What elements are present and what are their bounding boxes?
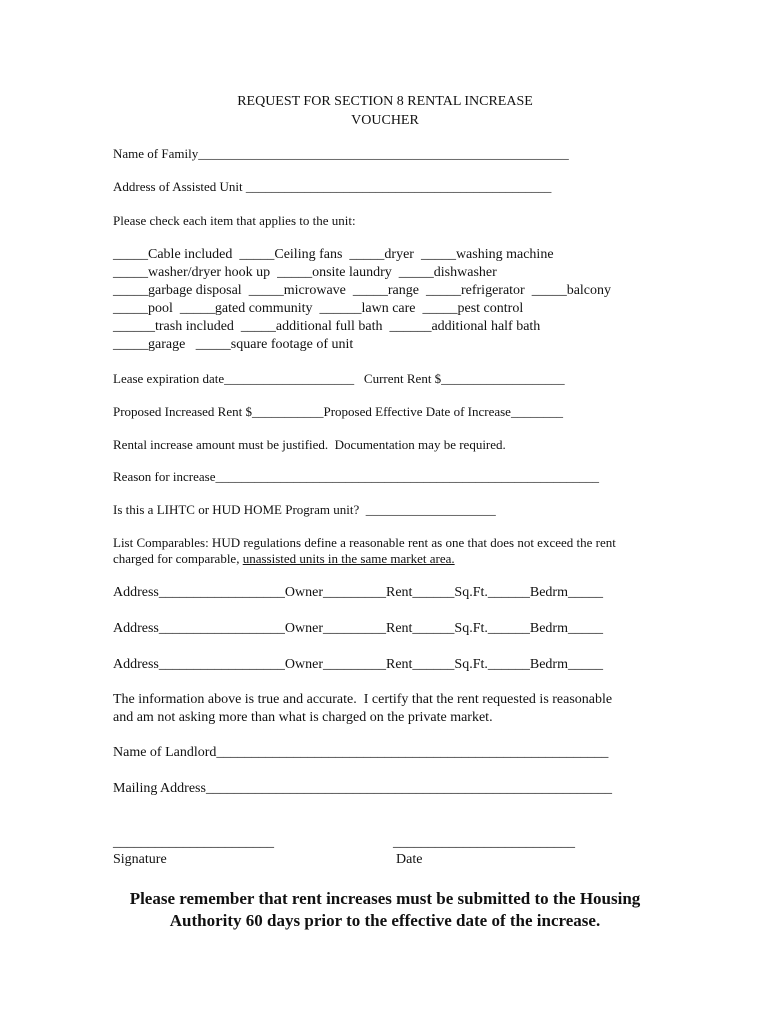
amenity-row[interactable]: _____Cable included _____Ceiling fans _____dryer _____washing machine bbox=[113, 247, 554, 262]
check-items-prompt: Please check each item that applies to the unit: bbox=[113, 213, 356, 228]
submission-notice-line-2: Authority 60 days prior to the effective date of the increase. bbox=[169, 911, 601, 930]
comparable-row[interactable]: Address__________________Owner_________Rent______Sq.Ft.______Bedrm_____ bbox=[113, 621, 603, 636]
amenity-row[interactable]: ______trash included _____additional full bath ______additional half bath bbox=[113, 319, 541, 334]
certification-line-1: The information above is true and accurate. I certify that the rent requested is reasonable bbox=[113, 692, 613, 707]
form-title-line-1: REQUEST FOR SECTION 8 RENTAL INCREASE bbox=[237, 94, 533, 109]
date-line[interactable]: __________________________ bbox=[393, 835, 575, 850]
amenity-row[interactable]: _____garage _____square footage of unit bbox=[113, 337, 354, 352]
comparables-intro-2 bbox=[113, 552, 455, 567]
form-title-line-2: VOUCHER bbox=[351, 113, 419, 128]
date-label: Date bbox=[396, 852, 423, 867]
assisted-unit-address-field[interactable]: Address of Assisted Unit _______________________________________________ bbox=[113, 179, 552, 194]
family-name-field[interactable]: Name of Family_________________________________________________________ bbox=[113, 146, 569, 161]
submission-notice-line-1: Please remember that rent increases must be submitted to the Housing bbox=[129, 889, 641, 908]
proposed-rent-field[interactable]: Proposed Increased Rent $___________Proposed Effective Date of Increase________ bbox=[113, 404, 563, 419]
lihtc-question-field[interactable]: Is this a LIHTC or HUD HOME Program unit? ____________________ bbox=[113, 502, 496, 517]
comparable-row[interactable]: Address__________________Owner_________Rent______Sq.Ft.______Bedrm_____ bbox=[113, 585, 603, 600]
lease-expiration-current-rent-field[interactable]: Lease expiration date____________________ Current Rent $___________________ bbox=[113, 371, 565, 386]
comparable-row[interactable]: Address__________________Owner_________Rent______Sq.Ft.______Bedrm_____ bbox=[113, 657, 603, 672]
certification-line-2: and am not asking more than what is charged on the private market. bbox=[113, 710, 493, 725]
signature-label: Signature bbox=[113, 852, 167, 867]
comparables-emphasis: unassisted units in the same market area. bbox=[242, 551, 455, 566]
comparables-intro: List Comparables: HUD regulations define a reasonable rent as one that does not exceed the rent bbox=[113, 535, 616, 550]
justification-note: Rental increase amount must be justified. Documentation may be required. bbox=[113, 437, 506, 452]
mailing-address-field[interactable]: Mailing Address__________________________________________________________ bbox=[113, 781, 612, 796]
amenity-row[interactable]: _____washer/dryer hook up _____onsite laundry _____dishwasher bbox=[113, 265, 497, 280]
amenity-row[interactable]: _____garbage disposal _____microwave _____range _____refrigerator _____balcony bbox=[113, 283, 612, 298]
landlord-name-field[interactable]: Name of Landlord________________________________________________________ bbox=[113, 745, 609, 760]
amenity-row[interactable]: _____pool _____gated community ______lawn care _____pest control bbox=[113, 301, 524, 316]
signature-line[interactable]: _______________________ bbox=[113, 835, 274, 850]
comparables-intro-text: charged for comparable, bbox=[113, 551, 243, 566]
reason-field[interactable]: Reason for increase___________________________________________________________ bbox=[113, 469, 600, 484]
